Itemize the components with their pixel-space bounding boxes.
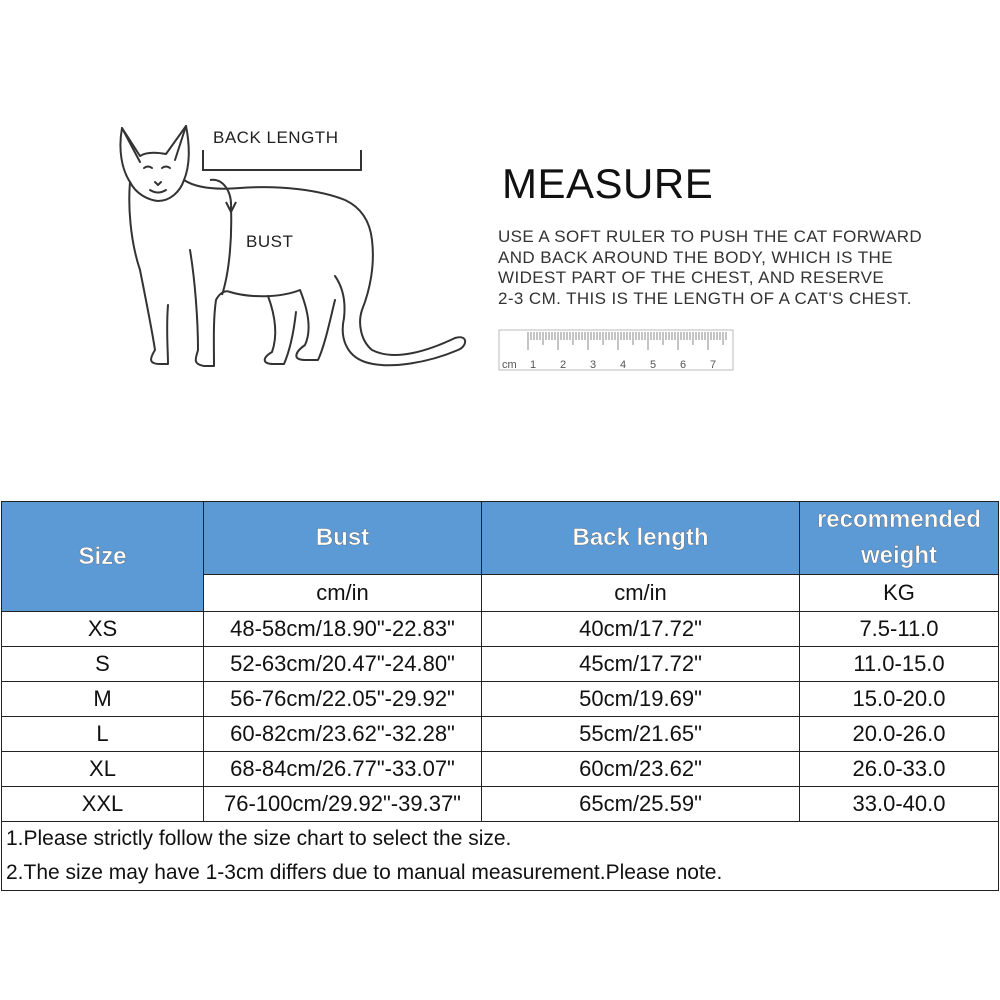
table-row — [2, 682, 999, 717]
cell-back-length: 55cm/21.65" — [482, 717, 800, 752]
table-row — [2, 752, 999, 787]
notes-cell — [2, 822, 999, 891]
measure-title: MEASURE — [502, 160, 714, 207]
cell-bust: 60-82cm/23.62"-32.28" — [204, 717, 482, 752]
cell-back-length: 50cm/19.69" — [482, 682, 800, 717]
cell-bust: 56-76cm/22.05"-29.92" — [204, 682, 482, 717]
ruler-number: 6 — [680, 359, 687, 371]
size-chart-table — [1, 501, 999, 891]
header-weight: recommended weight — [800, 502, 999, 575]
measure-line: WIDEST PART OF THE CHEST, AND RESERVE — [498, 268, 885, 287]
cell-size: XL — [2, 752, 204, 787]
cell-back-length: 40cm/17.72" — [482, 612, 800, 647]
ruler-number: 4 — [620, 359, 627, 371]
header-size: Size — [2, 502, 204, 612]
cell-size: S — [2, 647, 204, 682]
unit-bust: cm/in — [204, 575, 482, 612]
ruler-number: 1 — [530, 359, 537, 371]
cell-weight: 15.0-20.0 — [800, 682, 999, 717]
note-line: 2.The size may have 1-3cm differs due to manual measurement.Please note. — [6, 861, 723, 884]
measure-description — [498, 227, 988, 309]
unit-back-length: cm/in — [482, 575, 800, 612]
ruler-number: 3 — [590, 359, 597, 371]
cell-back-length: 60cm/23.62" — [482, 752, 800, 787]
bust-curve — [210, 180, 231, 295]
ruler-unit: cm — [502, 359, 517, 371]
cell-weight: 11.0-15.0 — [800, 647, 999, 682]
cell-weight: 20.0-26.0 — [800, 717, 999, 752]
table-row — [2, 612, 999, 647]
cell-back-length: 65cm/25.59" — [482, 787, 800, 822]
ruler-number: 5 — [650, 359, 657, 371]
cell-weight: 7.5-11.0 — [800, 612, 999, 647]
header-bust: Bust — [204, 502, 482, 575]
cell-back-length: 45cm/17.72" — [482, 647, 800, 682]
ruler-number: 2 — [560, 359, 567, 371]
cell-bust: 76-100cm/29.92"-39.37" — [204, 787, 482, 822]
header-back-length: Back length — [482, 502, 800, 575]
cell-weight: 33.0-40.0 — [800, 787, 999, 822]
cell-size: M — [2, 682, 204, 717]
cell-bust: 68-84cm/26.77"-33.07" — [204, 752, 482, 787]
cell-weight: 26.0-33.0 — [800, 752, 999, 787]
back-length-bracket — [203, 150, 361, 170]
table-row — [2, 787, 999, 822]
back-length-label: BACK LENGTH — [213, 128, 339, 147]
table-row — [2, 717, 999, 752]
cell-bust: 52-63cm/20.47"-24.80" — [204, 647, 482, 682]
unit-weight: KG — [800, 575, 999, 612]
measure-line: 2-3 CM. THIS IS THE LENGTH OF A CAT'S CHEST. — [498, 288, 912, 308]
bust-label: BUST — [246, 232, 294, 251]
cell-size: XS — [2, 612, 204, 647]
table-row — [2, 647, 999, 682]
table-header-row — [2, 502, 999, 575]
measure-line: USE A SOFT RULER TO PUSH THE CAT FORWARD — [498, 227, 923, 246]
table-notes-row — [2, 822, 999, 891]
cell-size: L — [2, 717, 204, 752]
cell-bust: 48-58cm/18.90"-22.83" — [204, 612, 482, 647]
ruler-icon — [498, 328, 738, 376]
cell-size: XXL — [2, 787, 204, 822]
measure-line: AND BACK AROUND THE BODY, WHICH IS THE — [498, 247, 893, 267]
ruler-number: 7 — [710, 359, 717, 371]
note-line: 1.Please strictly follow the size chart to select the size. — [6, 827, 512, 850]
